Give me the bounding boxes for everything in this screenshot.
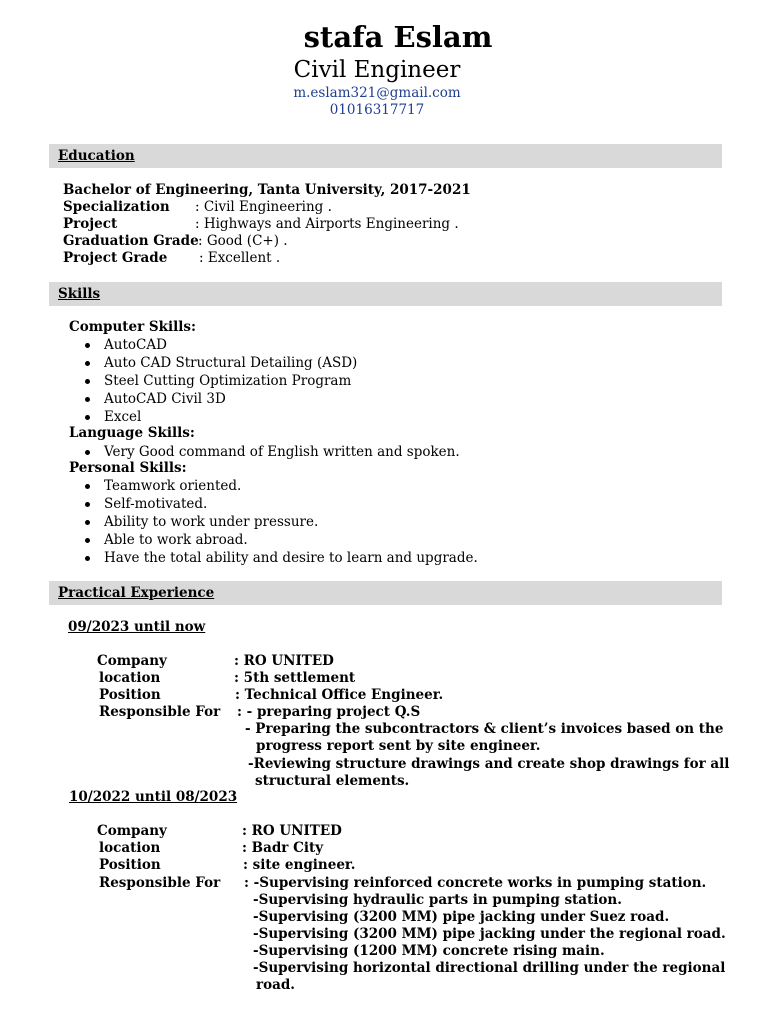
job-period: 09/2023 until now: [68, 619, 206, 635]
list-item: AutoCAD Civil 3D: [76, 390, 357, 408]
language-skills-list: [76, 443, 460, 461]
experience-section-header: [49, 581, 722, 605]
specialization-value: : Civil Engineering .: [195, 199, 332, 215]
position-label: Position: [99, 857, 161, 873]
company-value: : RO UNITED: [234, 653, 334, 669]
project-grade-label: Project Grade: [63, 250, 168, 266]
responsibility-line: -Supervising horizontal directional drilling under the regional: [253, 960, 726, 976]
list-item: Excel: [76, 408, 357, 426]
location-label: location: [99, 670, 161, 686]
responsible-label: Responsible For: [99, 875, 221, 891]
responsibility-line: : - preparing project Q.S: [237, 704, 421, 720]
education-section-header: [49, 144, 722, 168]
responsibility-line: - Preparing the subcontractors & client’s invoices based on the: [245, 721, 724, 737]
responsibility-line: progress report sent by site engineer.: [256, 738, 541, 754]
company-label: Company: [97, 653, 167, 669]
list-item: Have the total ability and desire to learn and upgrade.: [76, 549, 478, 567]
location-label: location: [99, 840, 161, 856]
list-item: Teamwork oriented.: [76, 477, 478, 495]
position-label: Position: [99, 687, 161, 703]
list-item: Ability to work under pressure.: [76, 513, 478, 531]
list-item: Steel Cutting Optimization Program: [76, 372, 357, 390]
graduation-grade-label: Graduation Grade: [63, 233, 199, 249]
list-item: Able to work abroad.: [76, 531, 478, 549]
list-item: Very Good command of English written and spoken.: [76, 443, 460, 461]
specialization-label: Specialization: [63, 199, 170, 215]
location-value: : 5th settlement: [234, 670, 356, 686]
computer-skills-list: [76, 336, 357, 426]
responsibility-line: structural elements.: [255, 773, 410, 789]
job-title: Civil Engineer: [293, 57, 461, 83]
education-heading: Education: [58, 148, 135, 164]
personal-skills-list: [76, 477, 478, 567]
project-grade-value: : Excellent .: [199, 250, 281, 266]
location-value: : Badr City: [242, 840, 324, 856]
list-item: Auto CAD Structural Detailing (ASD): [76, 354, 357, 372]
list-item: AutoCAD: [76, 336, 357, 354]
company-label: Company: [97, 823, 167, 839]
language-skills-heading: Language Skills:: [69, 425, 195, 441]
candidate-name: stafa Eslam: [303, 20, 493, 54]
list-item: Self-motivated.: [76, 495, 478, 513]
responsibility-line: -Supervising (3200 MM) pipe jacking under Suez road.: [253, 909, 670, 925]
responsibility-line: -Supervising (1200 MM) concrete rising main.: [253, 943, 605, 959]
degree-line: Bachelor of Engineering, Tanta University, 2017-2021: [63, 182, 471, 198]
project-label: Project: [63, 216, 118, 232]
responsibility-line: : -Supervising reinforced concrete works in pumping station.: [244, 875, 707, 891]
position-value: : site engineer.: [243, 857, 356, 873]
responsibility-line: road.: [256, 977, 296, 993]
computer-skills-heading: Computer Skills:: [69, 319, 196, 335]
company-value: : RO UNITED: [242, 823, 342, 839]
responsibility-line: -Supervising hydraulic parts in pumping station.: [253, 892, 622, 908]
project-value: : Highways and Airports Engineering .: [195, 216, 459, 232]
skills-heading: Skills: [58, 286, 101, 302]
position-value: : Technical Office Engineer.: [235, 687, 444, 703]
skills-section-header: [49, 282, 722, 306]
experience-heading: Practical Experience: [58, 585, 215, 601]
phone-number: 01016317717: [329, 102, 425, 118]
email-link[interactable]: m.eslam321@gmail.com: [293, 85, 461, 101]
responsible-label: Responsible For: [99, 704, 221, 720]
responsibility-line: -Supervising (3200 MM) pipe jacking under the regional road.: [253, 926, 726, 942]
job-period: 10/2022 until 08/2023: [69, 789, 238, 805]
personal-skills-heading: Personal Skills:: [69, 460, 187, 476]
responsibility-line: -Reviewing structure drawings and create shop drawings for all: [248, 756, 730, 772]
graduation-grade-value: : Good (C+) .: [198, 233, 288, 249]
